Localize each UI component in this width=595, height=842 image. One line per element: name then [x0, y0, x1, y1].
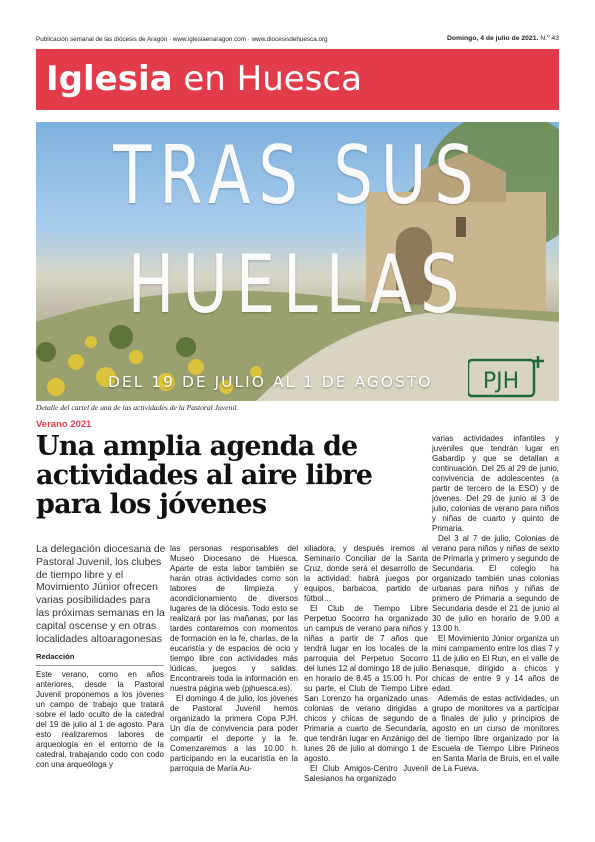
publication-info: Publicación semanal de las diócesis de Aragón · www.iglesiaenaragon.com · www.diocesisdehuesca.org: [36, 36, 328, 43]
article-column-1: [36, 670, 164, 770]
masthead-title: [46, 57, 362, 101]
masthead-bold: Iglesia: [46, 59, 173, 99]
column-paragraph: Además de estas actividades, un grupo de monitores va a participar a finales de julio y principios de agosto en un curso de monitores de tiempo libre organizado por la Escuela de Tiempo Libre Pirineos en Santa María de Bruis, en el valle de La Fueva.: [432, 694, 559, 773]
issue-date: [447, 35, 559, 42]
article-headline: Una amplia agenda de actividades al aire libre para los jóvenes: [36, 431, 373, 520]
column-paragraph: Este verano, como en años anteriores, desde la Pastoral Juvenil proponemos a los jóvenes un campo de trabajo que tratará sobre el lado oculto de la catedral del 19 de julio al 1 de agosto. Para esto realizaremos labores de arqueología en el entorno de la catedral, trabajando codo con codo con una arqueóloga y: [36, 670, 164, 769]
poster-title-line1: TRAS SUS: [113, 129, 482, 222]
byline-divider: [36, 665, 164, 666]
column-paragraph: varias actividades infantiles y juveniles que tendrán lugar en Gabardip y que se detallan a continuación. Del 25 al 29 de junio, convivencia de adolescentes (a partir de tercero de la ESO) y de jóvenes. Del 29 de junio al 3 de julio, colonias de verano para niños y niñas de cuarto y quinto de Primaria.: [432, 434, 559, 533]
date-text: Domingo, 4 de julio de 2021.: [446, 35, 539, 42]
photo-caption: Detalle del cartel de una de las actividades de la Pastoral Juvenil.: [36, 403, 239, 412]
column-paragraph: El domingo 4 de julio, los jóvenes de Pastoral Juvenil hemos organizado la primera Copa PJH. Un día de convivencia para poder compartir el deporte y la fe. Comenzaremos a las 10.00 h. participando en la eucaristía en la parroquia de María Au-: [170, 694, 298, 773]
issue-number: N.º 43: [540, 35, 559, 42]
column-paragraph: xiliadora, y después iremos al Seminario Conciliar de la Santa Cruz, donde será el desarrollo de la actividad: habrá juegos por equipos, barbacoa, partido de fútbol…: [304, 544, 428, 603]
article-lede: La delegación diocesana de Pastoral Juvenil, los clubes de tiempo libre y el Movimiento Júnior ofrecen varias posibilidades para las próximas semanas en la capital oscense y en otras localidades altoaragonesas: [36, 544, 166, 645]
column-paragraph: las personas responsables del Museo Diocesano de Huesca. Aparte de esta labor también se harán otras actividades como son labores de limpieza y acondicionamiento de diversos lugares de la diócesis. Todo esto se realizará por las mañanas; por las tardes contaremos con momentos de formación en la fe, charlas, de la eucaristía y de espacios de ocio y tiempo libre con actividades más lúdicas, juegos y salidas. Encontrareis toda la información en nuestra página web (pjhuesca.es).: [170, 544, 298, 693]
section-kicker: Verano 2021: [36, 419, 92, 430]
column-paragraph: El Club Amigos-Centro Juvenil Salesianos ha organizado: [304, 764, 428, 783]
top-info-bar: [36, 34, 559, 46]
masthead-rest: en Huesca: [172, 59, 362, 99]
article-column-2: [170, 544, 298, 774]
masthead: [36, 49, 559, 110]
poster-photo: [36, 122, 559, 401]
column-paragraph: El Club de Tiempo Libre Perpetuo Socorro ha organizado un campus de verano para niños y niñas a partir de 7 años que tendrá lugar en los locales de la parroquia del Perpetuo Socorro del lunes 12 al domingo 18 de julio en horario de 8.45 a 15.00 h. Por su parte, el Club de Tiempo Libre San Lorenzo ha organizado unas colonias de verano dirigidas a chicos y chicas de segundo de Primaria a cuarto de Secundaria, que tendrán lugar en Anzánigo del lunes 26 de julio al domingo 1 de agosto.: [304, 604, 428, 763]
pjh-logo: [468, 352, 550, 398]
article-column-3: [304, 544, 428, 784]
poster-title-line2: HUELLAS: [127, 238, 468, 331]
byline: Redacción: [36, 652, 75, 661]
column-paragraph: Del 3 al 7 de julio, Colonias de verano para niños y niñas de sexto de Primaria y primero y segundo de Secundaria. El colegio ha organizado también unas colonias urbanas para niños y niñas de primero de Primaria a segundo de Secundaria desde el 21 de junio al 30 de julio en horario de 9.00 a 13.00 h.: [432, 534, 559, 633]
poster-dates: DEL 19 DE JULIO AL 1 DE AGOSTO: [108, 373, 433, 391]
article-column-4: [432, 434, 559, 774]
pjh-logo-text: PJH: [482, 369, 520, 394]
column-paragraph: El Movimiento Júnior organiza un mini campamento entre los días 7 y 11 de julio en El Run, en el valle de Benasque, dirigido a chicos y chicas de entre 9 y 14 años de edad.: [432, 634, 559, 693]
